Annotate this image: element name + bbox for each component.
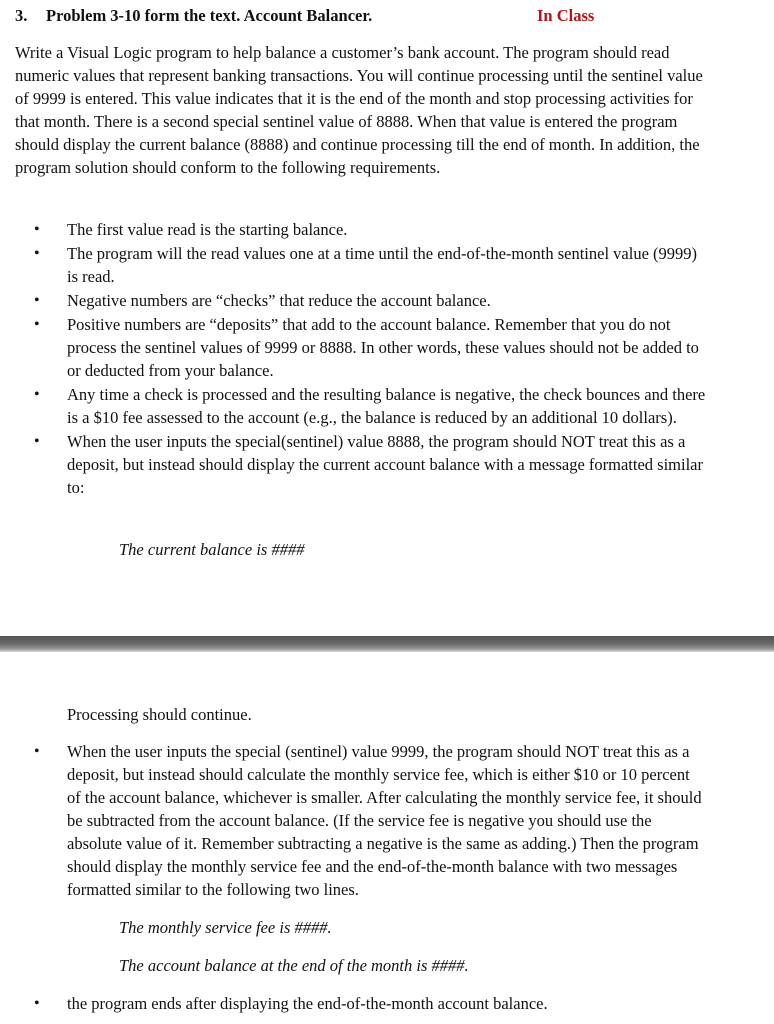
page-separator <box>0 636 774 652</box>
bullet-icon: • <box>34 433 40 450</box>
requirement-text: Any time a check is processed and the resulting balance is negative, the check bounces and there is a $10 fee assessed to the account (e.g., the balance is reduced by an additional 10 dollars). <box>67 385 706 427</box>
bullet-icon: • <box>34 221 40 238</box>
requirement-text: The program will the read values one at a time until the end-of-the-month sentinel value (9999) is read. <box>67 244 698 286</box>
list-item <box>0 740 707 901</box>
bullet-icon: • <box>34 316 40 333</box>
list-item <box>0 992 707 1015</box>
bullet-icon: • <box>34 386 40 403</box>
requirement-text: the program ends after displaying the end-of-the-month account balance. <box>67 994 548 1013</box>
document-page-2 <box>0 652 774 1024</box>
requirements-list <box>0 218 774 500</box>
requirements-list-continued <box>0 740 774 901</box>
requirement-text: Positive numbers are “deposits” that add to the account balance. Remember that you do not process the sentinel values of 9999 or 8888. In other words, these values should not be added to or deducted from your balance. <box>67 315 699 380</box>
list-item <box>0 383 707 429</box>
requirements-list-final <box>0 992 774 1015</box>
processing-continue-text: Processing should continue. <box>67 705 252 724</box>
example-monthly-fee: The monthly service fee is ####. <box>119 918 332 937</box>
list-item <box>0 430 707 499</box>
intro-paragraph: Write a Visual Logic program to help balance a customer’s bank account. The program should read numeric values that represent banking transactions. You will continue processing until the sentinel value of 9999 is entered. This value indicates that it is the end of the month and stop processing activities for that month. There is a second special sentinel value of 8888. When that value is entered the program should display the current balance (8888) and continue processing till the end of month. In addition, the program solution should conform to the following requirements. <box>15 43 703 177</box>
requirement-text: Negative numbers are “checks” that reduce the account balance. <box>67 291 491 310</box>
list-item <box>0 313 707 382</box>
bullet-icon: • <box>34 743 40 760</box>
problem-title: Problem 3-10 form the text. Account Balancer. <box>46 6 373 25</box>
requirement-text: When the user inputs the special(sentinel) value 8888, the program should NOT treat this as a deposit, but instead should display the current account balance with a message formatted similar to: <box>67 432 703 497</box>
requirement-text: The first value read is the starting balance. <box>67 220 348 239</box>
requirement-text: When the user inputs the special (sentinel) value 9999, the program should NOT treat this as a deposit, but instead should calculate the monthly service fee, which is either $10 or 10 percent of the account balance, whichever is smaller. After calculating the monthly service fee, it should be subtracted from the account balance. (If the service fee is negative you should use the absolute value of it. Remember subtracting a negative is the same as adding.) Then the program should display the monthly service fee and the end-of-the-month balance with two messages formatted similar to the following two lines. <box>67 742 702 899</box>
example-end-balance: The account balance at the end of the month is ####. <box>119 956 469 975</box>
example-current-balance: The current balance is #### <box>119 540 305 559</box>
list-item <box>0 242 707 288</box>
bullet-icon: • <box>34 995 40 1012</box>
list-item <box>0 289 707 312</box>
bullet-icon: • <box>34 245 40 262</box>
in-class-tag: In Class <box>537 6 595 25</box>
bullet-icon: • <box>34 292 40 309</box>
problem-number: 3. <box>15 6 28 25</box>
list-item <box>0 218 707 241</box>
